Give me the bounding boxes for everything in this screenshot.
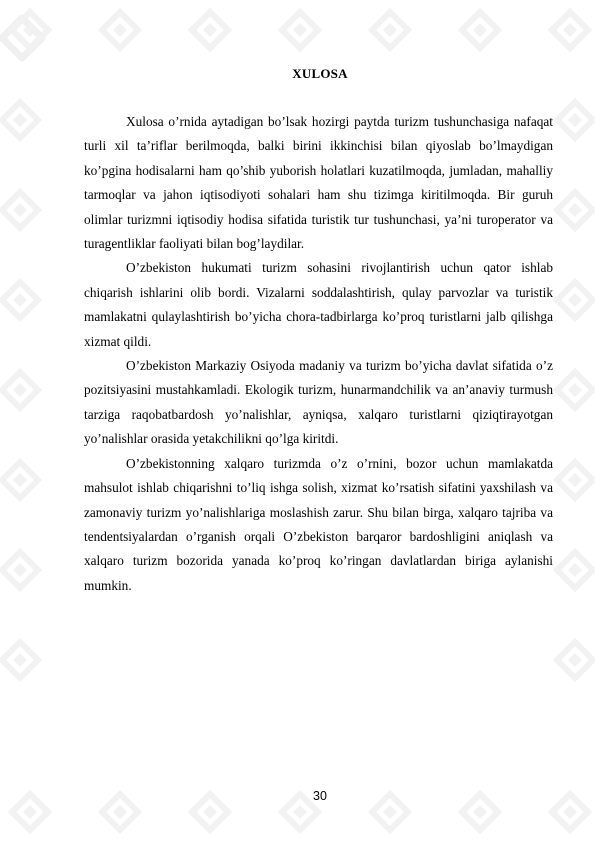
paragraph: O’zbekiston hukumati turizm sohasini rivojlantirish uchun qator ishlab chiqarish ishlarini olib bordi. Vizalarni soddalashtirish, qulay parvozlar va turistik mamlakatni qulaylashtirish bo’yicha chora-tadbirlarga ko’proq turistlarni jalb qilishga xizmat qildi. bbox=[84, 260, 553, 349]
document-body bbox=[84, 110, 553, 598]
watermark-diamond-icon bbox=[557, 102, 593, 138]
watermark-diamond-icon bbox=[557, 462, 593, 498]
watermark-diamond-icon bbox=[372, 12, 408, 48]
paragraph: O’zbekistonning xalqaro turizmda o’z o’rnini, bozor uchun mamlakatda mahsulot ishlab chiqarishni to’liq ishga solish, xizmat ko’rsatish sifatini yaxshilash va zamonaviy turizm yo’nalishlariga moslashish zarur. Shu bilan birga, xalqaro tajriba va tendentsiyalardan o’rganish orqali O’zbekiston barqaror bardoshligini aniqlash va xalqaro turizm bozorida yanada ko’proq ko’ringan davlatlardan biriga aylanishi mumkin. bbox=[84, 455, 553, 593]
watermark-diamond-icon bbox=[2, 102, 38, 138]
watermark-diamond-icon bbox=[282, 12, 318, 48]
watermark-diamond-icon bbox=[2, 282, 38, 318]
watermark-diamond-icon bbox=[557, 642, 593, 678]
watermark-diamond-icon bbox=[12, 12, 48, 48]
watermark-diamond-icon bbox=[2, 552, 38, 588]
watermark-diamond-icon bbox=[192, 12, 228, 48]
watermark-diamond-icon bbox=[102, 12, 138, 48]
watermark-diamond-icon bbox=[557, 552, 593, 588]
watermark-diamond-icon bbox=[2, 192, 38, 228]
watermark-diamond-icon bbox=[2, 372, 38, 408]
watermark-diamond-icon bbox=[557, 372, 593, 408]
paragraph: Xulosa o’rnida aytadigan bo’lsak hozirgi paytda turizm tushunchasiga nafaqat turli xil ta’riflar berilmoqda, balki birini ikkinchisi bilan qiyoslab bo’lmaydigan ko’pgina hodisalarni ham qo’shib yuborish holatlari kuzatilmoqda, jumladan, mahalliy tarmoqlar va jahon iqtisodiyoti sohalari ham shu tizimga kiritilmoqda. Bir guruh olimlar turizmni iqtisodiy hodisa sifatida turistik tur tushunchasi, ya’ni turoperator va turagentliklar faoliyati bilan bog’laydilar. bbox=[84, 114, 553, 252]
watermark-diamond-icon bbox=[2, 462, 38, 498]
page-number: 30 bbox=[313, 789, 327, 803]
watermark-diamond-icon bbox=[552, 12, 588, 48]
document-title: XULOSA bbox=[292, 66, 348, 81]
paragraph: O’zbekiston Markaziy Osiyoda madaniy va turizm bo’yicha davlat sifatida o’z pozitsiyasini mustahkamladi. Ekologik turizm, hunarmandchilik va an’anaviy turmush tarziga raqobatbardosh yo’nalishlar, ayniqsa, xalqaro turistlarni qiziqtirayotgan yo’nalishlar orasida yetakchilikni qo’lga kiritdi. bbox=[84, 358, 553, 447]
watermark-diamond-icon bbox=[557, 192, 593, 228]
watermark-diamond-icon bbox=[462, 12, 498, 48]
watermark-diamond-icon bbox=[557, 282, 593, 318]
watermark-diamond-icon bbox=[2, 642, 38, 678]
